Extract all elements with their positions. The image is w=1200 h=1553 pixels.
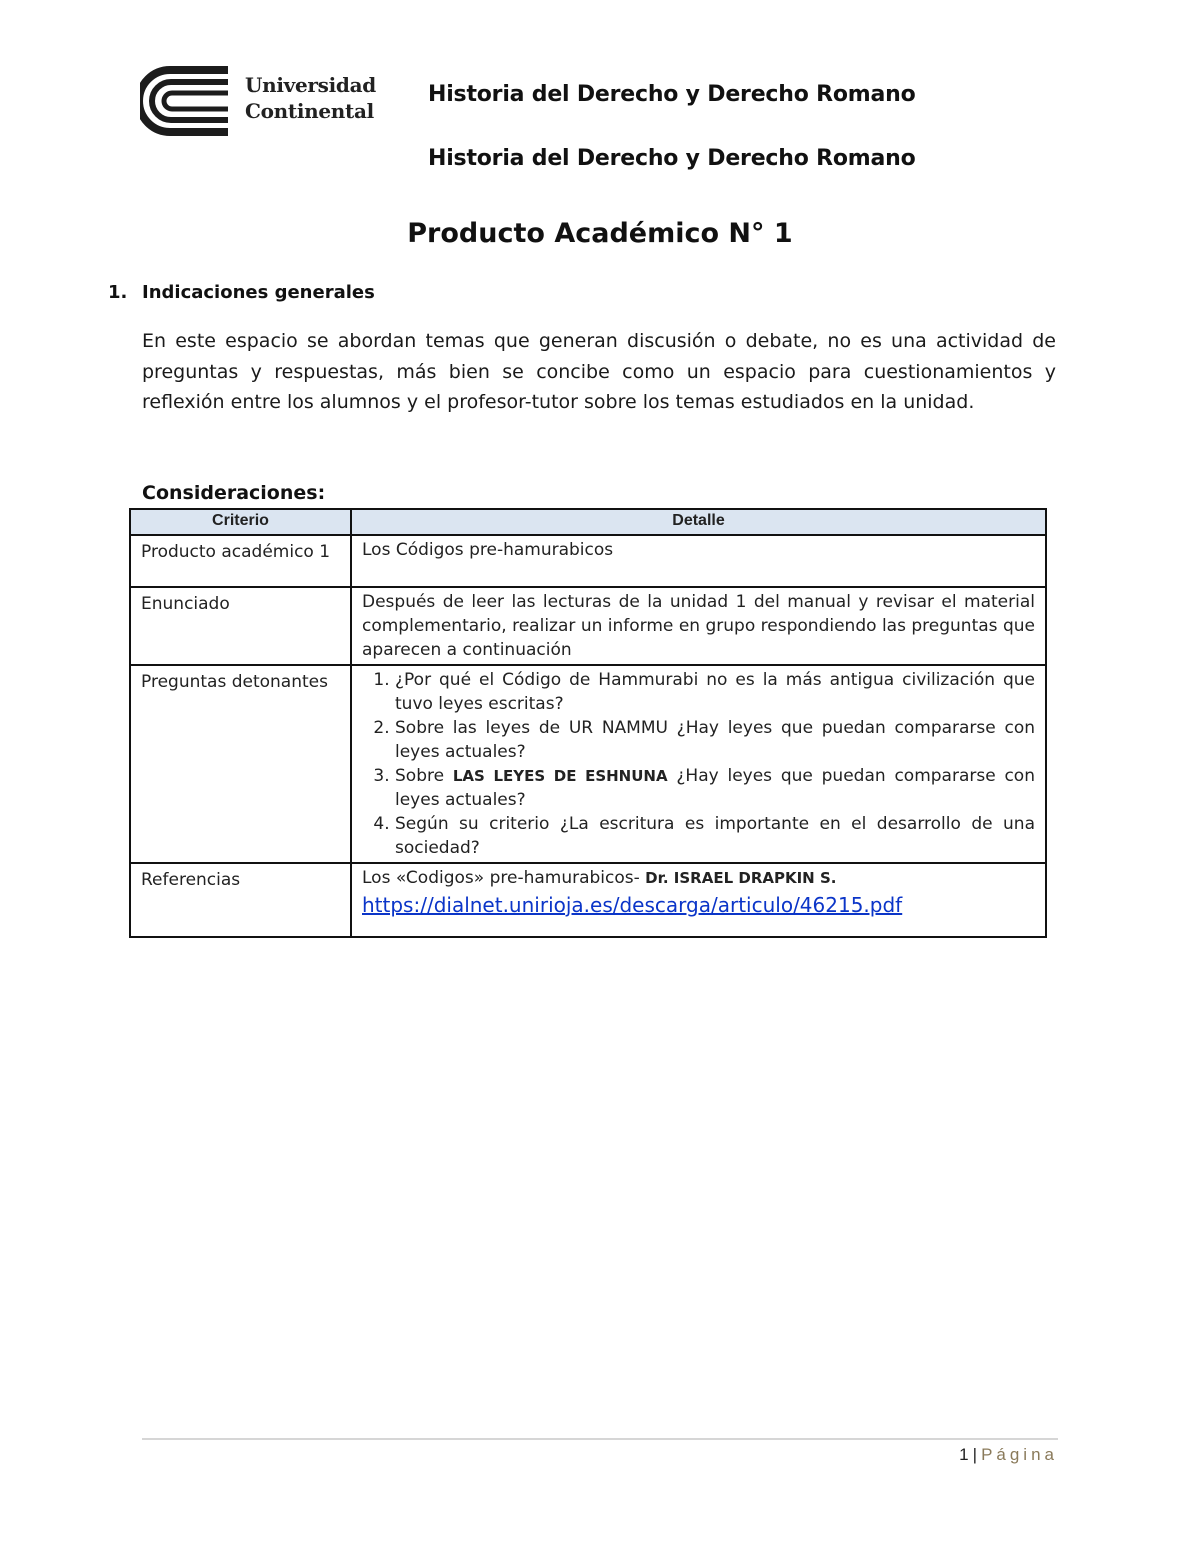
row-detail-referencias (351, 863, 1046, 937)
row-label-producto: Producto académico 1 (130, 535, 351, 587)
footer-separator: | (972, 1445, 978, 1464)
page-title: Producto Académico N° 1 (407, 218, 793, 249)
reference-text: Los «Codigos» pre-hamurabicos- (362, 868, 646, 888)
footer-divider (142, 1438, 1058, 1440)
question-item-3 (395, 764, 1035, 812)
table-row (130, 587, 1046, 665)
question-3-caps: LAS LEYES DE ESHNUNA (452, 767, 668, 785)
row-label-referencias: Referencias (130, 863, 351, 937)
question-3-suffix: ¿Hay leyes que puedan compararse con leyes actuales? (395, 766, 1035, 810)
question-item-2: 2. Sobre las leyes de UR NAMMU ¿Hay leyes que puedan compararse con leyes actuales? (395, 716, 1035, 764)
question-3-prefix: Sobre (395, 766, 453, 786)
page-word: Página (981, 1445, 1058, 1464)
table-row (130, 535, 1046, 587)
course-title-1: Historia del Derecho y Derecho Romano (428, 82, 916, 107)
questions-list (362, 668, 1035, 860)
course-title-2: Historia del Derecho y Derecho Romano (428, 146, 916, 171)
considerations-label: Consideraciones: (142, 482, 326, 504)
table-header-detalle: Detalle (351, 509, 1046, 535)
row-detail-preguntas (351, 665, 1046, 863)
section-heading (108, 282, 375, 303)
section-number: 1. (108, 282, 128, 303)
reference-author: Dr. ISRAEL DRAPKIN S. (645, 869, 837, 887)
page-footer (959, 1445, 1058, 1465)
row-label-preguntas: Preguntas detonantes (130, 665, 351, 863)
section-heading-text: Indicaciones generales (142, 282, 375, 303)
row-detail-enunciado: Después de leer las lecturas de la unidad 1 del manual y revisar el material complementario, realizar un informe en grupo respondiendo las preguntas que aparecen a continuación (351, 587, 1046, 665)
university-logo (140, 66, 380, 136)
logo-line-1: Universidad (245, 73, 376, 97)
reference-link[interactable]: https://dialnet.unirioja.es/descarga/articulo/46215.pdf (362, 893, 903, 917)
table-row (130, 665, 1046, 863)
intro-paragraph: En este espacio se abordan temas que generan discusión o debate, no es una actividad de preguntas y respuestas, más bien se concibe como un espacio para cuestionamientos y reflexión entre los alumnos y el profesor-tutor sobre los temas estudiados en la unidad. (142, 330, 1056, 413)
table-header-row (130, 509, 1046, 535)
logo-wordmark (245, 72, 376, 124)
criteria-table (129, 508, 1047, 938)
table-row (130, 863, 1046, 937)
question-item-4: 4. Según su criterio ¿La escritura es importante en el desarrollo de una sociedad? (395, 812, 1035, 860)
row-label-enunciado: Enunciado (130, 587, 351, 665)
page-number: 1 (959, 1445, 969, 1464)
logo-line-2: Continental (245, 99, 374, 123)
row-detail-producto: Los Códigos pre-hamurabicos (351, 535, 1046, 587)
question-item-1: 1. ¿Por qué el Código de Hammurabi no es la más antigua civilización que tuvo leyes escritas? (395, 668, 1035, 716)
university-logo-icon (140, 66, 235, 136)
table-header-criterio: Criterio (130, 509, 351, 535)
